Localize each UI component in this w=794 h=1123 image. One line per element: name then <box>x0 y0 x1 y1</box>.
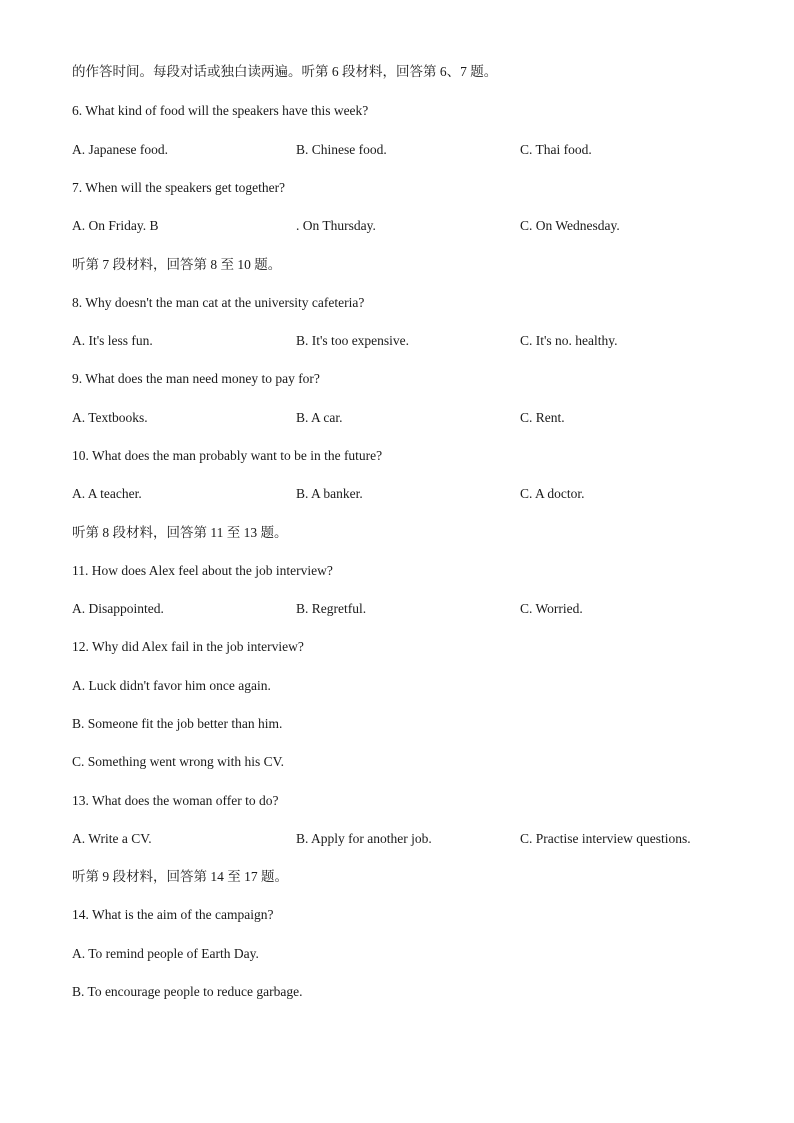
question-11-options <box>72 599 752 619</box>
question-9-stem: 9. What does the man need money to pay for? <box>72 371 320 386</box>
question-11-option-a: A. Disappointed. <box>72 601 164 616</box>
question-7-option-a: A. On Friday. B <box>72 218 159 233</box>
question-13-option-c: C. Practise interview questions. <box>520 831 691 846</box>
question-13-option-a: A. Write a CV. <box>72 831 152 846</box>
section-8-heading: 听第 8 段材料，回答第 11 至 13 题。 <box>72 525 288 540</box>
question-12-option-c: C. Something went wrong with his CV. <box>72 754 285 769</box>
question-13-stem: 13. What does the woman offer to do? <box>72 793 279 808</box>
question-10-option-b: B. A banker. <box>296 486 363 501</box>
question-13-option-b: B. Apply for another job. <box>296 831 432 846</box>
question-6-stem: 6. What kind of food will the speakers have this week? <box>72 103 369 118</box>
question-6-options <box>72 140 752 160</box>
question-9-options <box>72 408 752 428</box>
question-7-options <box>72 216 752 236</box>
question-7-stem: 7. When will the speakers get together? <box>72 180 286 195</box>
question-11-option-c: C. Worried. <box>520 601 583 616</box>
question-12-option-a: A. Luck didn't favor him once again. <box>72 678 271 693</box>
question-6-option-c: C. Thai food. <box>520 142 592 157</box>
question-12-option-b: B. Someone fit the job better than him. <box>72 716 283 731</box>
question-6-option-a: A. Japanese food. <box>72 142 168 157</box>
question-8-option-c: C. It's no. healthy. <box>520 333 618 348</box>
question-11-stem: 11. How does Alex feel about the job interview? <box>72 563 333 578</box>
question-10-option-c: C. A doctor. <box>520 486 585 501</box>
question-6-option-b: B. Chinese food. <box>296 142 387 157</box>
question-12-stem: 12. Why did Alex fail in the job interview? <box>72 639 304 654</box>
question-8-option-b: B. It's too expensive. <box>296 333 410 348</box>
question-9-option-b: B. A car. <box>296 410 343 425</box>
question-8-stem: 8. Why doesn't the man cat at the university cafeteria? <box>72 295 365 310</box>
intro-instructions: 的作答时间。每段对话或独白读两遍。听第 6 段材料，回答第 6、7 题。 <box>72 64 498 79</box>
question-10-option-a: A. A teacher. <box>72 486 142 501</box>
section-7-heading: 听第 7 段材料，回答第 8 至 10 题。 <box>72 257 282 272</box>
question-10-options <box>72 484 752 504</box>
question-11-option-b: B. Regretful. <box>296 601 367 616</box>
question-14-option-b: B. To encourage people to reduce garbage. <box>72 984 303 999</box>
question-14-stem: 14. What is the aim of the campaign? <box>72 907 274 922</box>
question-13-options <box>72 829 752 849</box>
question-14-option-a: A. To remind people of Earth Day. <box>72 946 259 961</box>
question-7-option-c: C. On Wednesday. <box>520 218 620 233</box>
section-9-heading: 听第 9 段材料，回答第 14 至 17 题。 <box>72 869 288 884</box>
question-10-stem: 10. What does the man probably want to be in the future? <box>72 448 383 463</box>
question-9-option-c: C. Rent. <box>520 410 565 425</box>
question-7-option-b: . On Thursday. <box>296 218 376 233</box>
question-9-option-a: A. Textbooks. <box>72 410 148 425</box>
question-8-options <box>72 331 752 351</box>
question-8-option-a: A. It's less fun. <box>72 333 153 348</box>
